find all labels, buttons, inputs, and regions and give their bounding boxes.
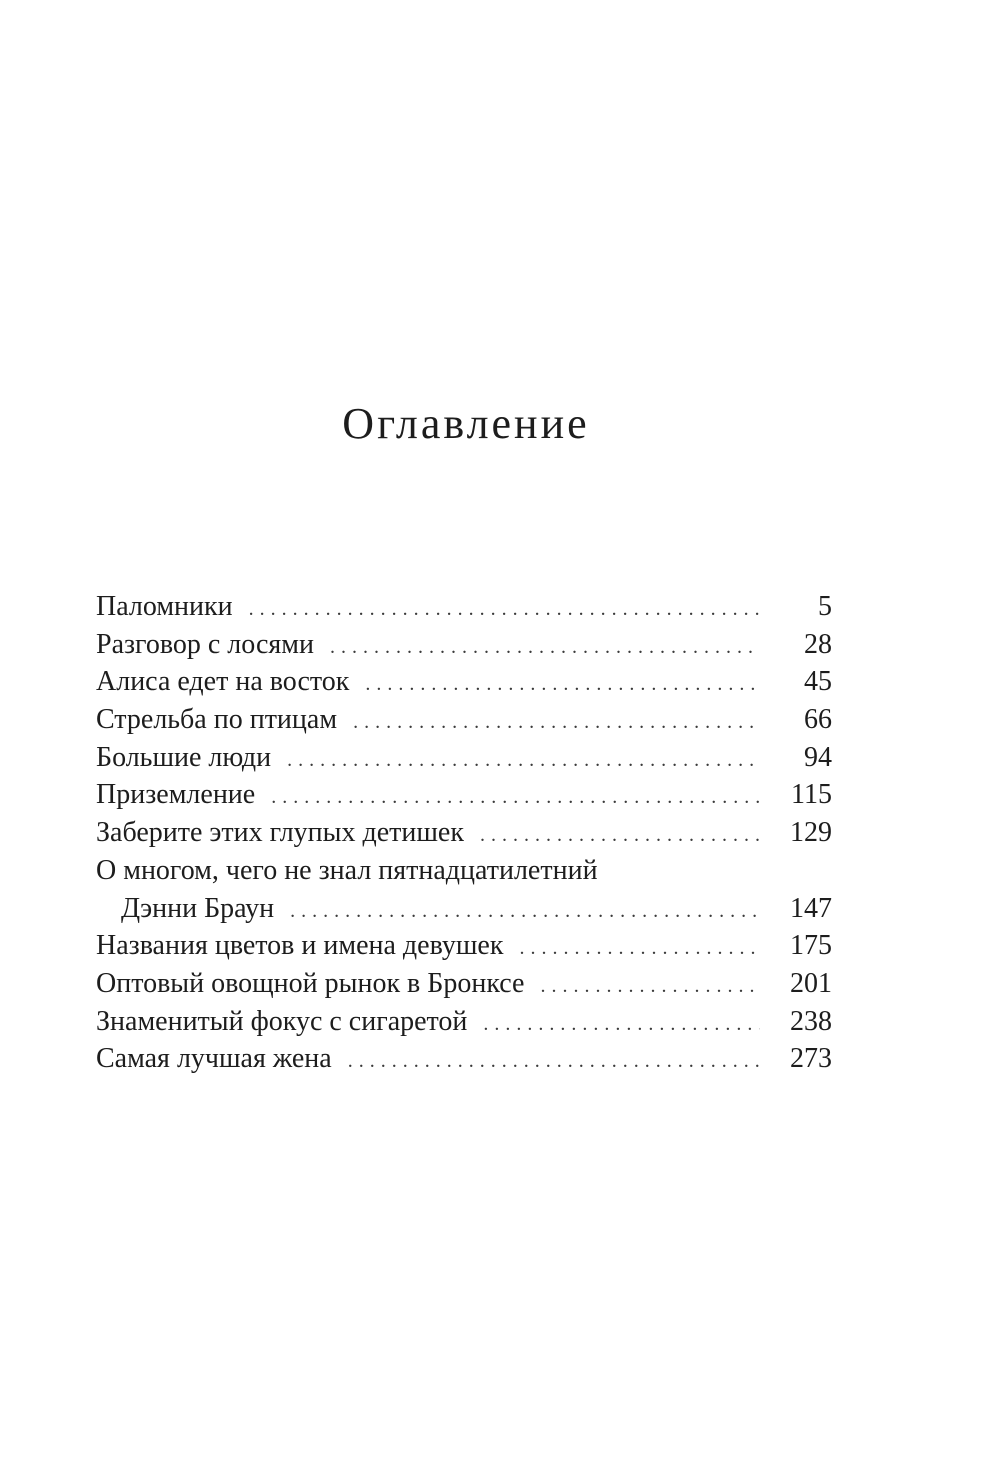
dot-leader <box>290 893 760 931</box>
dot-leader <box>249 591 760 629</box>
toc-entry-title: Оптовый овощной рынок в Бронксе <box>96 967 525 999</box>
toc-entry <box>96 927 832 965</box>
toc-page-number: 147 <box>790 892 832 924</box>
dot-leader <box>271 779 760 817</box>
dot-leader <box>519 930 760 968</box>
toc-page-number: 28 <box>804 628 832 660</box>
toc-entry-title: Паломники <box>96 591 233 622</box>
page-title: Оглавление <box>342 399 590 448</box>
toc-entry <box>96 739 832 777</box>
toc-page-number: 129 <box>790 817 832 849</box>
dot-leader <box>540 968 760 1006</box>
dot-leader <box>365 666 760 704</box>
toc-entry-title: Дэнни Браун <box>121 892 275 924</box>
toc-entry <box>96 814 832 852</box>
toc-entry <box>96 1003 832 1041</box>
toc-page-number: 5 <box>818 591 832 622</box>
toc-entry-title: Большие люди <box>96 741 272 773</box>
toc-entry <box>96 1040 832 1078</box>
toc-entry-continuation <box>96 890 832 928</box>
dot-leader <box>483 1006 760 1044</box>
toc-page-number: 45 <box>804 666 832 698</box>
toc-entry-title: Самая лучшая жена <box>96 1043 332 1075</box>
toc-entry-title: Разговор с лосями <box>96 628 314 660</box>
dot-leader <box>480 817 760 855</box>
toc-entry <box>96 965 832 1003</box>
toc-entry-title: Названия цветов и имена девушек <box>96 930 504 962</box>
toc-page-number: 66 <box>804 704 832 736</box>
toc-entry <box>96 626 832 664</box>
toc-entry-title: Стрельба по птицам <box>96 704 338 736</box>
table-of-contents <box>96 588 832 1078</box>
toc-page-number: 201 <box>790 967 832 999</box>
toc-page-number: 273 <box>790 1043 832 1075</box>
toc-entry-title: Алиса едет на восток <box>96 666 350 698</box>
toc-entry <box>96 776 832 814</box>
toc-entry <box>96 588 832 626</box>
toc-entry-title: Знаменитый фокус с сигаретой <box>96 1005 468 1037</box>
toc-entry <box>96 701 832 739</box>
toc-page-number: 175 <box>790 930 832 962</box>
toc-page-number: 115 <box>791 779 832 811</box>
dot-leader <box>330 629 760 667</box>
dot-leader <box>348 1043 760 1081</box>
toc-entry-title: Заберите этих глупых детишек <box>96 817 464 849</box>
toc-page-number: 94 <box>804 741 832 773</box>
dot-leader <box>287 742 760 780</box>
toc-entry-title: О многом, чего не знал пятнадцатилетний <box>96 854 598 886</box>
toc-entry-title: Приземление <box>96 779 256 811</box>
dot-leader <box>353 704 760 742</box>
toc-entry <box>96 663 832 701</box>
toc-entry-first-line <box>96 852 832 890</box>
toc-page-number: 238 <box>790 1005 832 1037</box>
